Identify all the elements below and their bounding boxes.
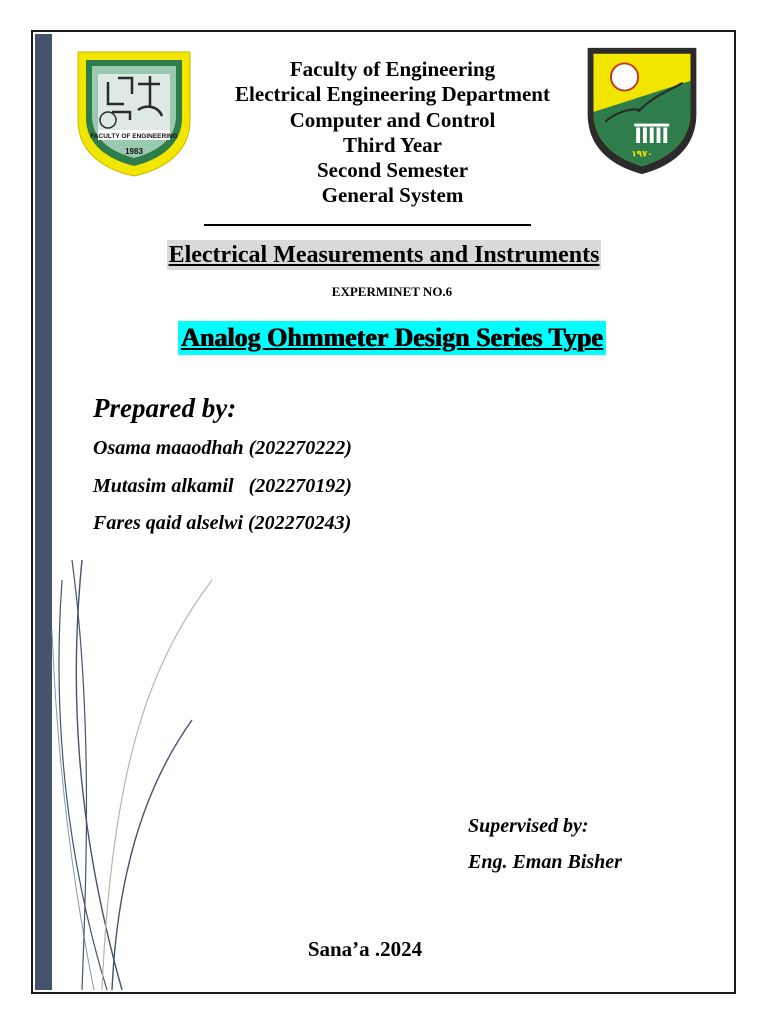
- supervisor-name: Eng. Eman Bisher: [468, 851, 622, 873]
- header-line-system: General System: [321, 183, 464, 208]
- logo-year: 1983: [125, 147, 143, 156]
- logo-year: ١٩٧٠: [631, 149, 653, 160]
- logo-caption: FACULTY OF ENGINEERING: [90, 133, 178, 140]
- faculty-engineering-logo: [72, 46, 196, 178]
- decorative-swoosh-lines: [52, 560, 252, 990]
- header-line-year: Third Year: [343, 132, 442, 157]
- sanaa-university-logo: [580, 44, 704, 176]
- supervised-by-label: Supervised by:: [468, 815, 589, 837]
- prepared-by-label: Prepared by:: [93, 393, 237, 423]
- course-title: [0, 240, 768, 270]
- header-line-department: Electrical Engineering Department: [235, 82, 550, 107]
- header-line-program: Computer and Control: [289, 107, 496, 132]
- course-title-text: Electrical Measurements and Instruments: [168, 242, 600, 268]
- place-and-year: Sana’a .2024: [307, 937, 423, 961]
- experiment-title-text: Analog Ohmmeter Design Series Type: [178, 321, 606, 355]
- author-item: Fares qaid alselwi (202270243): [93, 512, 352, 534]
- header-line-faculty: Faculty of Engineering: [289, 57, 496, 81]
- left-accent-bar: [35, 34, 52, 990]
- experiment-number: EXPERMINET NO.6: [331, 284, 453, 299]
- author-item: Osama maaodhah (202270222): [93, 437, 352, 459]
- header-divider: [204, 224, 531, 226]
- author-item: Mutasim alkamil (202270192): [93, 475, 352, 497]
- header-line-semester: Second Semester: [316, 158, 469, 183]
- institution-header: [200, 57, 585, 209]
- experiment-title: [0, 321, 768, 355]
